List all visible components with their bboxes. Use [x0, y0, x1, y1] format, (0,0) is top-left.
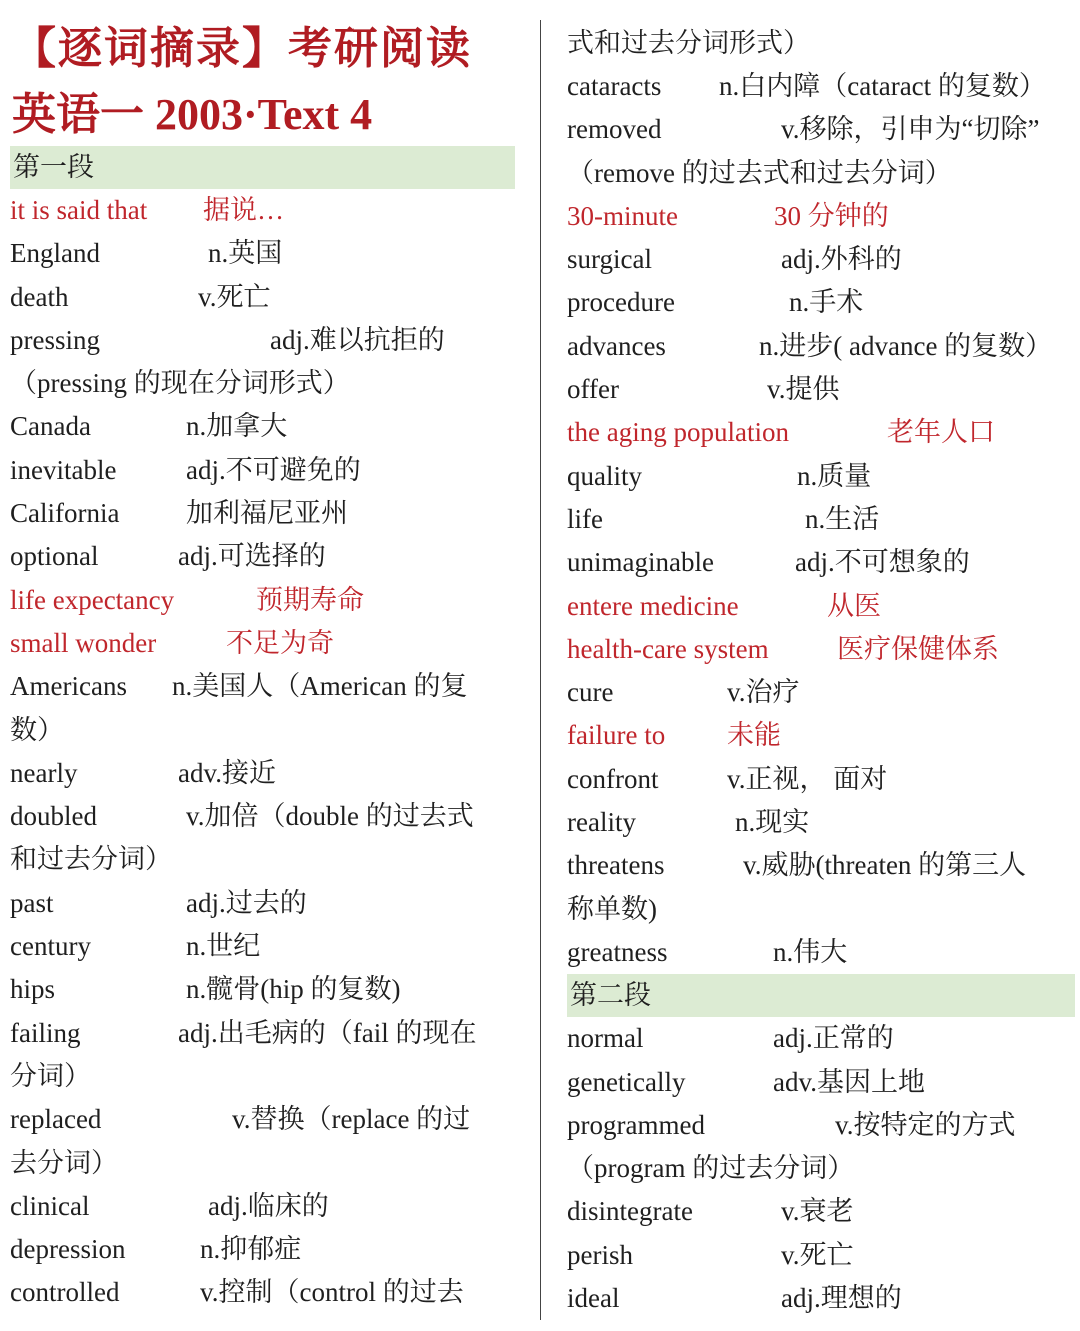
vocab-word: optional: [10, 541, 99, 572]
vocab-definition: 预期寿命: [256, 584, 364, 615]
entry-continuation: [10, 1055, 515, 1098]
vocab-definition: 从医: [827, 590, 881, 621]
vocab-definition: 老年人口: [887, 417, 995, 448]
vocab-entry: [567, 325, 1075, 368]
vocab-definition: adj.外科的: [781, 244, 902, 275]
vocab-entry: [567, 1104, 1075, 1147]
vocab-word: death: [10, 281, 69, 312]
left-column: [10, 146, 515, 1315]
vocab-word: failing: [10, 1017, 81, 1048]
vocab-word: genetically: [567, 1066, 686, 1097]
section-header: 第二段: [567, 974, 1075, 1017]
vocab-word: the aging population: [567, 417, 789, 448]
vocab-word: California: [10, 498, 120, 529]
vocab-entry: [10, 492, 515, 535]
vocab-word: life: [567, 503, 603, 534]
vocab-definition: n.抑郁症: [200, 1234, 302, 1265]
vocab-definition: v.治疗: [727, 677, 800, 708]
vocab-definition: adv.接近: [178, 757, 276, 788]
vocab-entry: [10, 232, 515, 275]
vocab-word: greatness: [567, 936, 668, 967]
vocab-word: England: [10, 238, 100, 269]
vocab-entry: [10, 579, 515, 622]
vocab-word: offer: [567, 374, 619, 405]
vocab-definition: v.衰老: [781, 1196, 854, 1227]
vocab-entry: [10, 752, 515, 795]
vocab-definition: n.白内障（cataract 的复数）: [719, 71, 1046, 101]
vocab-word: perish: [567, 1239, 633, 1270]
vocab-entry: [10, 622, 515, 665]
title-line-2: 英语一 2003·Text 4: [12, 90, 373, 139]
vocab-definition: v.正视， 面对: [727, 763, 888, 794]
vocab-word: ideal: [567, 1283, 620, 1314]
vocab-definition: adj.可选择的: [178, 541, 326, 572]
entry-continuation-text: 去分词）: [10, 1147, 118, 1178]
vocab-word: small wonder: [10, 627, 157, 658]
entry-continuation-text: （pressing 的现在分词形式）: [10, 368, 350, 399]
vocab-entry: [10, 925, 515, 968]
vocab-definition: n.英国: [208, 238, 283, 269]
vocab-entry: [10, 1098, 515, 1141]
vocab-entry: [10, 1012, 515, 1055]
vocab-definition: v.死亡: [781, 1239, 854, 1270]
vocab-entry: [567, 411, 1075, 454]
vocab-word: Canada: [10, 411, 91, 442]
entry-continuation-text: 分词）: [10, 1060, 91, 1091]
entry-continuation: [567, 888, 1075, 931]
vocab-definition: n.现实: [735, 807, 810, 838]
vocab-word: removed: [567, 114, 662, 145]
vocab-entry: [567, 455, 1075, 498]
vocab-definition: n.髋骨(hip 的复数): [186, 974, 401, 1005]
vocab-definition: adv.基因上地: [773, 1066, 925, 1097]
column-divider: [540, 20, 541, 1320]
vocab-definition: n.加拿大: [186, 411, 288, 442]
vocab-entry: [567, 1234, 1075, 1277]
vocab-entry: [567, 844, 1075, 887]
vocab-definition: v.加倍（double 的过去式: [186, 801, 474, 832]
vocab-word: surgical: [567, 244, 652, 275]
vocab-definition: 不足为奇: [226, 627, 334, 658]
vocab-definition: v.威胁(threaten 的第三人: [743, 850, 1027, 881]
vocab-definition: v.替换（replace 的过: [232, 1104, 471, 1135]
entry-continuation: [10, 838, 515, 881]
vocab-word: it is said that: [10, 195, 148, 225]
vocab-word: reality: [567, 807, 636, 838]
vocab-definition: adj.临床的: [208, 1190, 329, 1221]
entry-continuation-text: （remove 的过去式和过去分词）: [567, 157, 952, 188]
entry-continuation-text: 数）: [10, 714, 64, 745]
vocab-definition: n.手术: [789, 287, 864, 318]
vocab-word: entere medicine: [567, 590, 739, 621]
entry-continuation-text: 称单数): [567, 893, 657, 924]
vocab-entry: [567, 714, 1075, 757]
vocab-word: threatens: [567, 850, 665, 881]
vocab-definition: n.生活: [805, 503, 880, 534]
vocab-definition: adj.正常的: [773, 1023, 894, 1054]
vocab-word: depression: [10, 1234, 126, 1265]
vocab-definition: adj.难以抗拒的: [270, 324, 445, 355]
vocab-word: normal: [567, 1023, 644, 1054]
vocab-word: quality: [567, 460, 642, 491]
vocab-definition: adj.不可避免的: [186, 454, 361, 485]
vocab-word: controlled: [10, 1277, 120, 1308]
vocab-word: unimaginable: [567, 547, 714, 578]
vocab-entry: [10, 405, 515, 448]
vocab-word: advances: [567, 330, 666, 361]
section-header: 第一段: [10, 146, 515, 189]
vocab-entry: [10, 1271, 515, 1314]
vocab-entry: [567, 1190, 1075, 1233]
vocab-definition: adj.过去的: [186, 887, 307, 918]
vocab-definition: n.进步( advance 的复数）: [759, 330, 1053, 361]
vocab-word: nearly: [10, 757, 78, 788]
entry-continuation-text: 和过去分词）: [10, 844, 172, 875]
vocab-entry: [567, 368, 1075, 411]
vocab-word: century: [10, 931, 91, 962]
vocab-word: procedure: [567, 287, 675, 318]
vocab-entry: [567, 628, 1075, 671]
vocab-entry: [10, 276, 515, 319]
vocab-definition: v.提供: [767, 374, 840, 405]
vocab-definition: v.移除，引申为“切除”: [781, 114, 1040, 145]
vocab-entry: [10, 189, 515, 232]
vocab-definition: 未能: [727, 720, 781, 751]
vocab-entry: [567, 758, 1075, 801]
vocab-word: doubled: [10, 801, 97, 832]
vocab-entry: [567, 238, 1075, 281]
vocab-word: 30-minute: [567, 200, 678, 231]
vocab-word: cataracts: [567, 71, 662, 101]
vocab-definition: adj.不可想象的: [795, 547, 970, 578]
vocab-word: clinical: [10, 1190, 90, 1221]
vocab-entry: [567, 195, 1075, 238]
vocab-word: failure to: [567, 720, 666, 751]
vocab-word: Americans: [10, 671, 127, 702]
entry-continuation: [567, 152, 1075, 195]
entry-continuation: [567, 1147, 1075, 1190]
vocab-entry: [567, 671, 1075, 714]
vocab-entry: [567, 541, 1075, 584]
vocab-entry: [567, 281, 1075, 324]
vocab-entry: [567, 1061, 1075, 1104]
vocab-entry: [567, 1017, 1075, 1060]
vocab-entry: [10, 968, 515, 1011]
vocab-entry: [567, 108, 1075, 151]
vocab-entry: [10, 882, 515, 925]
vocab-word: health-care system: [567, 633, 769, 664]
vocab-entry: [10, 535, 515, 578]
vocab-entry: [567, 801, 1075, 844]
vocab-definition: n.质量: [797, 460, 872, 491]
entry-continuation: [10, 1142, 515, 1185]
vocab-entry: [10, 1185, 515, 1228]
vocab-word: confront: [567, 763, 659, 794]
vocab-definition: 据说…: [203, 195, 284, 225]
vocab-definition: 30 分钟的: [774, 200, 889, 231]
vocab-definition: n.伟大: [773, 936, 848, 967]
entry-continuation-text: 式和过去分词形式）: [567, 28, 810, 58]
vocab-entry: [567, 931, 1075, 974]
entry-continuation: [10, 362, 515, 405]
vocab-entry: [10, 1228, 515, 1271]
vocab-word: inevitable: [10, 454, 117, 485]
vocab-word: cure: [567, 677, 614, 708]
vocab-entry: [567, 585, 1075, 628]
vocab-entry: [10, 665, 515, 708]
vocab-word: programmed: [567, 1109, 705, 1140]
entry-continuation: [10, 709, 515, 752]
vocab-definition: n.世纪: [186, 931, 261, 962]
vocab-word: hips: [10, 974, 56, 1005]
vocab-word: past: [10, 887, 54, 918]
vocab-word: pressing: [10, 324, 100, 355]
vocab-entry: [567, 65, 1075, 108]
vocab-entry: [567, 498, 1075, 541]
vocab-definition: v.控制（control 的过去: [200, 1277, 464, 1308]
vocab-definition: v.死亡: [198, 281, 271, 312]
vocab-definition: adj.理想的: [781, 1283, 902, 1314]
title-line-1: 【逐词摘录】考研阅读: [12, 24, 472, 73]
vocab-word: disintegrate: [567, 1196, 693, 1227]
vocab-entry: [10, 319, 515, 362]
vocab-word: replaced: [10, 1104, 102, 1135]
vocab-entry: [567, 1277, 1075, 1320]
entry-continuation: [567, 22, 1075, 65]
vocab-definition: 医疗保健体系: [837, 633, 999, 664]
entry-continuation-text: （program 的过去分词）: [567, 1153, 855, 1184]
vocab-entry: [10, 795, 515, 838]
right-column: [567, 22, 1075, 1320]
vocab-definition: v.按特定的方式: [835, 1109, 1016, 1140]
vocab-definition: adj.出毛病的（fail 的现在: [178, 1017, 477, 1048]
vocab-definition: 加利福尼亚州: [186, 498, 348, 529]
vocab-word: life expectancy: [10, 584, 175, 615]
vocab-definition: n.美国人（American 的复: [172, 671, 468, 702]
vocab-entry: [10, 449, 515, 492]
